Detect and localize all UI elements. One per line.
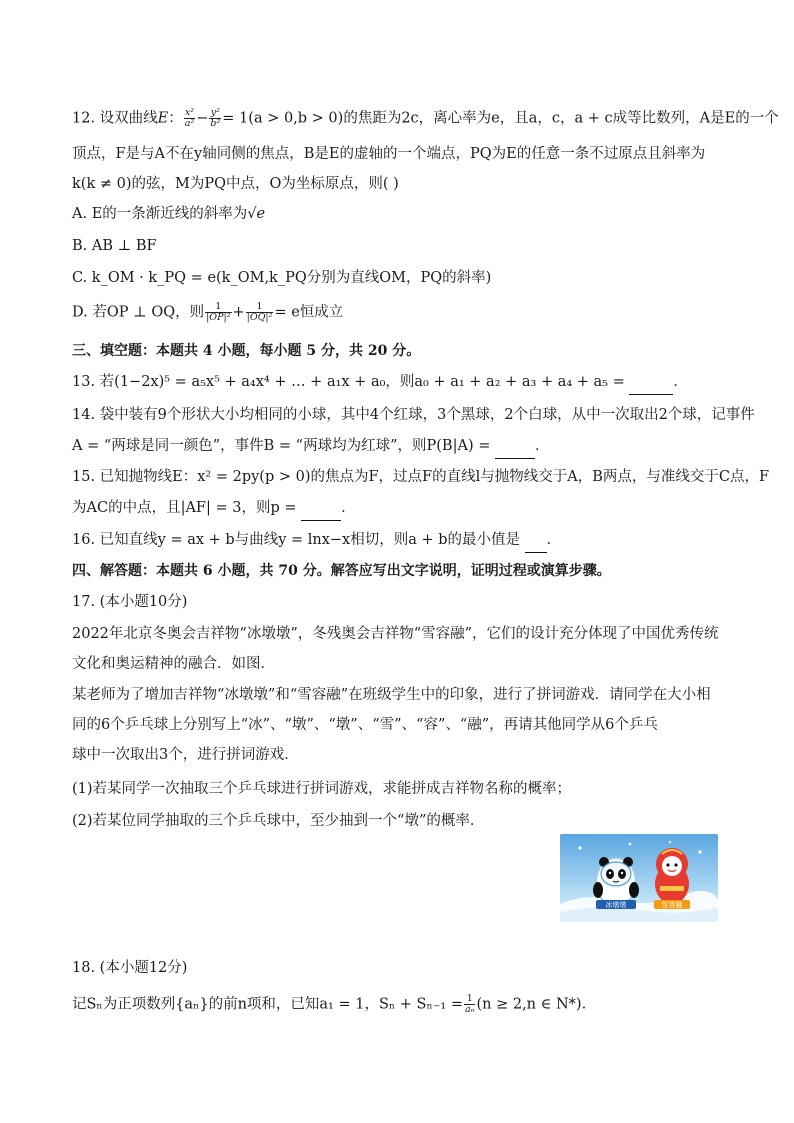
q14-line1: 14. 袋中装有9个形状大小均相同的小球，其中4个红球，3个黑球，2个白球，从中一次取出2个球，记事件 (72, 407, 755, 423)
q16: 16. 已知直线y = ax + b与曲线y = lnx−x相切，则a + b的最小值是 ． (72, 530, 561, 553)
frac-1-oq2: $\frac{1}{\text{|OQ|²}}$ (246, 301, 273, 323)
q18-heading: 18. (本小题12分) (72, 960, 188, 976)
frac-x2-a2: $\frac{\text{x²}}{\text{a²}}$ (184, 107, 195, 129)
q17-sub2: (2)若某位同学抽取的三个乒乓球中，至少抽到一个“墩”的概率． (72, 813, 485, 829)
q12-line1: 12. 设双曲线E： $\frac{\text{x²}}{\text{a²}}$ − $\frac{\text{y²}}{\text{b²}}$ = 1(a > 0,b > 0)的焦距为2c，离心率为e，且a，c，a + c成等比数列，A是E的一个 (72, 107, 779, 129)
q12-option-b: B. AB ⊥ BF (72, 238, 157, 254)
frac-1-an: $\frac{1}{\text{aₙ}}$ (464, 993, 475, 1015)
q14-answer-blank[interactable] (495, 438, 535, 459)
q13-answer-blank[interactable] (629, 374, 673, 395)
q17-heading: 17. (本小题10分) (72, 594, 188, 610)
q15-line2: 为AC的中点，且|AF| = 3，则p = ． (72, 498, 356, 521)
q15-line1: 15. 已知抛物线E：x² = 2py(p > 0)的焦点为F，过点F的直线l与抛物线交于A，B两点，与准线交于C点，F (72, 469, 770, 485)
q17-sub1: (1)若某同学一次抽取三个乒乓球进行拼词游戏，求能拼成吉祥物名称的概率； (72, 781, 572, 797)
q15-answer-blank[interactable] (301, 500, 341, 521)
shuey-rhon-rhon-figure (655, 848, 689, 907)
q12-option-d: D. 若OP ⊥ OQ，则 $\frac{1}{\text{|OP|²}}$ + $\frac{1}{\text{|OQ|²}}$ = e恒成立 (72, 301, 344, 323)
section-4-heading: 四、解答题：本题共 6 小题，共 70 分。解答应写出文字说明，证明过程或演算步骤。 (72, 563, 611, 579)
shuey-rhon-rhon-label: 雪容融 (661, 901, 683, 909)
bing-dwen-dwen-label: 冰墩墩 (605, 901, 627, 909)
q14-line2: A = “两球是同一颜色”，事件B = “两球均为红球”，则P(B|A) = ． (72, 436, 549, 459)
q17-para2: 文化和奥运精神的融合．如图． (72, 656, 275, 672)
frac-y2-b2: $\frac{\text{y²}}{\text{b²}}$ (210, 107, 221, 129)
q17-para4: 同的6个乒乓球上分别写上“冰”、“墩”、“墩”、“雪”、“容”、“融”，再请其他同学从6个乒乓 (72, 717, 658, 733)
frac-1-op2: $\frac{1}{\text{|OP|²}}$ (206, 301, 231, 323)
q17-para3: 某老师为了增加吉祥物“冰墩墩”和“雪容融”在班级学生中的印象，进行了拼词游戏．请同学在大小相 (72, 687, 711, 703)
mascot-image (560, 834, 718, 922)
section-3-heading: 三、填空题：本题共 4 小题，每小题 5 分，共 20 分。 (72, 343, 421, 359)
q13: 13. 若(1−2x)⁵ = a₅x⁵ + a₄x⁴ + … + a₁x + a₀，则a₀ + a₁ + a₂ + a₃ + a₄ + a₅ = ． (72, 372, 688, 395)
q18-line1: 记Sₙ为正项数列{aₙ}的前n项和，已知a₁ = 1，Sₙ + Sₙ₋₁ = $\frac{1}{\text{aₙ}}$ (n ≥ 2,n ∈ N*). (72, 993, 587, 1015)
mascot-illustration (560, 834, 718, 922)
q12-line2: 顶点，F是与A不在y轴同侧的焦点，B是E的虚轴的一个端点，PQ为E的任意一条不过原点且斜率为 (72, 146, 706, 162)
q12-option-c: C. k_OM · k_PQ = e(k_OM,k_PQ分别为直线OM，PQ的斜率) (72, 270, 492, 286)
q16-answer-blank[interactable] (525, 532, 547, 553)
q12-option-a: A. E的一条渐近线的斜率为√e (72, 206, 266, 222)
q17-para5: 球中一次取出3个，进行拼词游戏． (72, 747, 299, 763)
q12-line3: k(k ≠ 0)的弦，M为PQ中点，O为坐标原点，则( ) (72, 176, 399, 192)
q17-para1: 2022年北京冬奥会吉祥物“冰墩墩”，冬残奥会吉祥物“雪容融”，它们的设计充分体现了中国优秀传统 (72, 626, 719, 642)
